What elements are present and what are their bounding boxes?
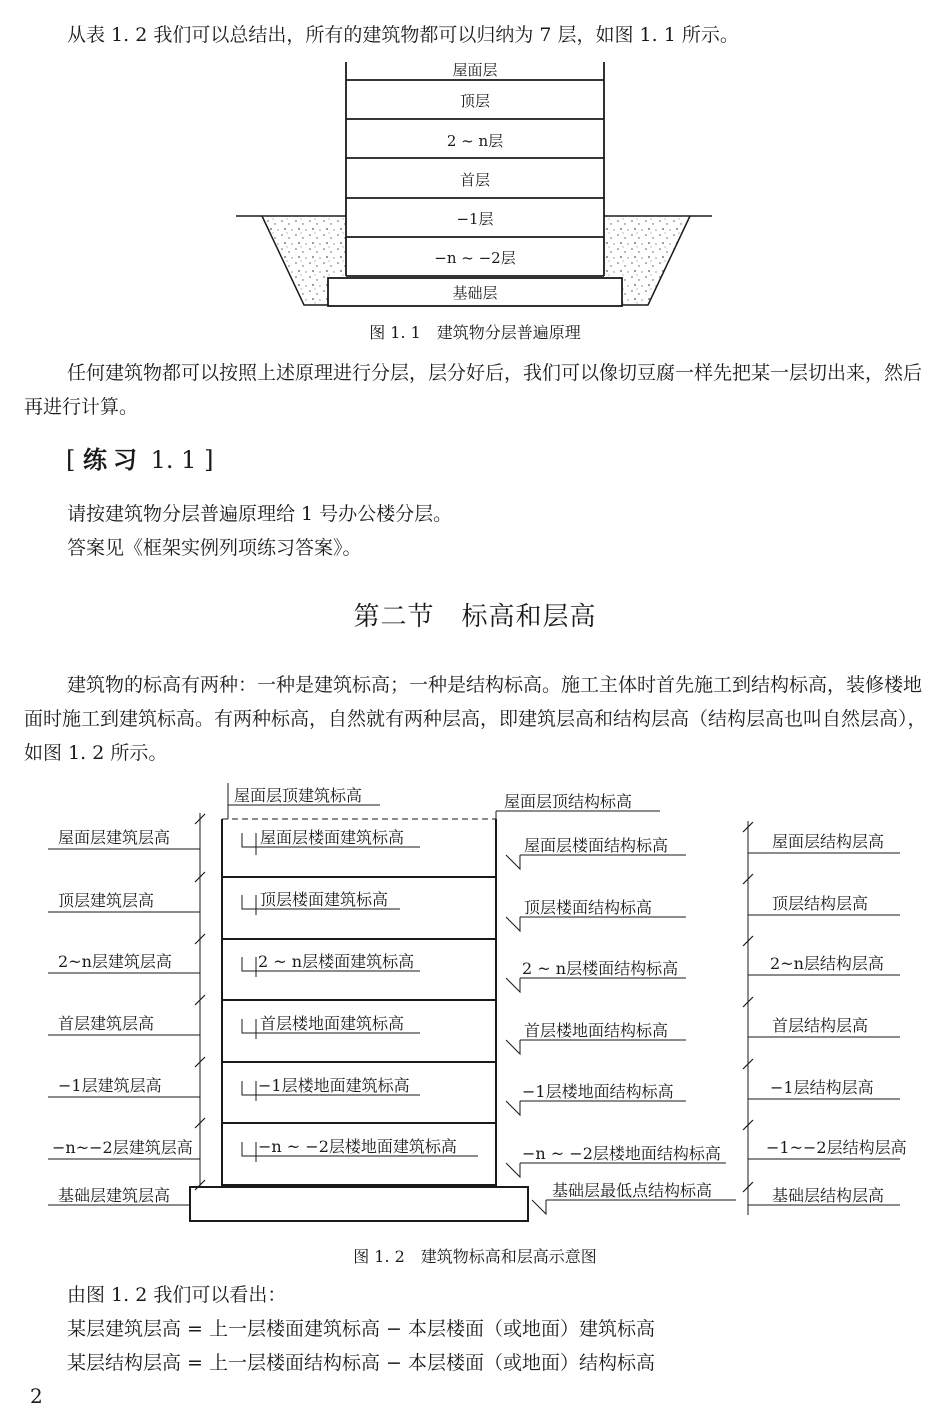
arch-elevation-label: 屋面层楼面建筑标高 xyxy=(260,828,405,847)
right-height-label: 屋面层结构层高 xyxy=(772,832,885,851)
arch-elevation-label: 顶层楼面建筑标高 xyxy=(260,890,389,909)
section-title: 第二节 标高和层高 xyxy=(353,602,597,632)
layer-label: 首层 xyxy=(459,171,491,189)
right-height-label: 2~n层结构层高 xyxy=(770,954,884,973)
exercise-line-1: 请按建筑物分层普遍原理给 1 号办公楼分层。 xyxy=(67,503,453,525)
struct-elevation-label: 屋面层楼面结构标高 xyxy=(524,836,669,855)
bracket-close: ] xyxy=(204,446,214,474)
right-height-label: −1层结构层高 xyxy=(770,1078,874,1097)
bracket-open: [ xyxy=(66,446,76,474)
layer-label: 2 ~ n层 xyxy=(446,132,504,150)
exercise-heading xyxy=(66,440,213,475)
struct-elevation-label: −1层楼地面结构标高 xyxy=(522,1082,674,1101)
conclusion-lead: 由图 1. 2 我们可以看出： xyxy=(67,1284,287,1306)
struct-elevation-label: 基础层最低点结构标高 xyxy=(552,1181,713,1200)
arch-elevation-label: 2 ~ n层楼面建筑标高 xyxy=(258,952,415,971)
exercise-title: 练习 xyxy=(83,445,144,474)
layer-label: 屋面层 xyxy=(452,61,498,79)
layer-label: −n ~ −2层 xyxy=(434,249,516,267)
struct-elevation-label: 2 ~ n层楼面结构标高 xyxy=(522,959,679,978)
layer-label: −1层 xyxy=(456,210,494,228)
struct-elevation-label: 首层楼地面结构标高 xyxy=(524,1021,669,1040)
layer-label: 基础层 xyxy=(452,284,498,302)
right-height-label: 首层结构层高 xyxy=(772,1016,869,1035)
exercise-line-2: 答案见《框架实例列项练习答案》。 xyxy=(67,537,362,559)
right-height-label: 基础层结构层高 xyxy=(772,1186,885,1205)
left-height-label: −1层建筑层高 xyxy=(58,1076,162,1095)
split-paragraph: 任何建筑物都可以按照上述原理进行分层，层分好后，我们可以像切豆腐一样先把某一层切出来，然后再进行计算。 xyxy=(24,362,923,418)
arch-elevation-label: −1层楼地面建筑标高 xyxy=(258,1076,410,1095)
elevation-paragraph: 建筑物的标高有两种：一种是建筑标高；一种是结构标高。施工主体时首先施工到结构标高，装修楼地面时施工到建筑标高。有两种标高，自然就有两种层高，即建筑层高和结构层高（结构层高也叫自然层高），如图 1. 2 所示。 xyxy=(24,674,927,764)
figure-1-2-caption: 图 1. 2 建筑物标高和层高示意图 xyxy=(353,1247,597,1266)
left-height-label: 屋面层建筑层高 xyxy=(58,828,171,847)
right-height-label: 顶层结构层高 xyxy=(772,894,869,913)
formula-struct-height: 某层结构层高 = 上一层楼面结构标高 − 本层楼面（或地面）结构标高 xyxy=(67,1352,655,1374)
figure-1-1-caption: 图 1. 1 建筑物分层普遍原理 xyxy=(369,323,581,342)
layer-label: 顶层 xyxy=(459,92,491,110)
page-number: 2 xyxy=(30,1384,43,1408)
left-height-label: 2~n层建筑层高 xyxy=(58,952,172,971)
roof-top-arch-elevation: 屋面层顶建筑标高 xyxy=(234,786,363,805)
left-height-label: 顶层建筑层高 xyxy=(58,891,155,910)
left-height-label: 首层建筑层高 xyxy=(58,1014,155,1033)
intro-paragraph: 从表 1. 2 我们可以总结出，所有的建筑物都可以归纳为 7 层，如图 1. 1 所示。 xyxy=(67,24,739,46)
figure-1-1 xyxy=(0,50,950,315)
struct-elevation-label: 顶层楼面结构标高 xyxy=(524,898,653,917)
roof-top-struct-elevation: 屋面层顶结构标高 xyxy=(504,792,633,811)
arch-elevation-label: 首层楼地面建筑标高 xyxy=(260,1014,405,1033)
struct-elevation-label: −n ~ −2层楼地面结构标高 xyxy=(522,1144,721,1163)
arch-elevation-label: −n ~ −2层楼地面建筑标高 xyxy=(258,1137,457,1156)
formula-arch-height: 某层建筑层高 = 上一层楼面建筑标高 − 本层楼面（或地面）建筑标高 xyxy=(67,1318,655,1340)
left-height-label: −n~−2层建筑层高 xyxy=(52,1138,193,1157)
right-height-label: −1~−2层结构层高 xyxy=(766,1138,907,1157)
figure-1-2 xyxy=(0,775,950,1235)
left-height-label: 基础层建筑层高 xyxy=(58,1186,171,1205)
exercise-number: 1. 1 xyxy=(150,446,197,474)
